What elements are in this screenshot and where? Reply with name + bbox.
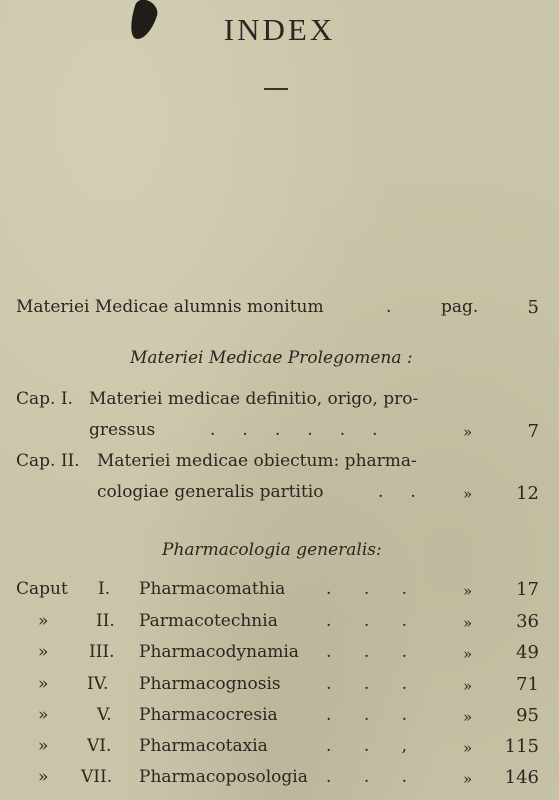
- title-rule: [264, 88, 288, 90]
- chapter-label: »: [38, 705, 49, 725]
- chapter-ditto-mark: »: [463, 645, 473, 663]
- cap1-leader-dots: . . . . . .: [210, 420, 378, 440]
- chapter-leader-dots: . . .: [326, 579, 408, 599]
- chapter-page-number: 17: [516, 579, 539, 600]
- chapter-leader-dots: . . .: [326, 674, 408, 694]
- cap2-title-line1: Materiei medicae obiectum: pharma-: [97, 451, 417, 471]
- chapter-name: Pharmacocresia: [139, 705, 278, 725]
- chapter-page-number: 95: [516, 705, 539, 726]
- cap2-page-number: 12: [516, 483, 539, 504]
- cap1-title-line1: Materiei medicae definitio, origo, pro-: [89, 389, 419, 409]
- cap2-leader-dots: . .: [378, 482, 416, 502]
- chapter-name: Pharmacoposologia: [139, 767, 308, 787]
- chapter-number: VII.: [81, 767, 113, 787]
- chapter-label: »: [38, 642, 49, 662]
- chapter-name: Pharmacognosis: [139, 674, 281, 694]
- chapter-ditto-mark: »: [463, 677, 473, 695]
- monitum-dot: .: [386, 297, 392, 317]
- chapter-leader-dots: . . .: [326, 767, 408, 787]
- page-title: INDEX: [223, 12, 336, 47]
- chapter-label: »: [38, 674, 49, 694]
- cap2-label: Cap. II.: [16, 451, 80, 471]
- chapter-ditto-mark: »: [463, 770, 473, 788]
- chapter-label: »: [38, 611, 49, 631]
- chapter-page-number: 115: [504, 736, 539, 757]
- chapter-name: Pharmacodynamia: [139, 642, 299, 662]
- monitum-pag: pag.: [441, 297, 479, 317]
- chapter-number: IV.: [87, 674, 109, 694]
- chapter-page-number: 71: [516, 674, 539, 695]
- chapter-number: I.: [98, 579, 111, 599]
- chapter-ditto-mark: »: [463, 708, 473, 726]
- chapter-number: VI.: [87, 736, 112, 756]
- chapter-number: III.: [89, 642, 115, 662]
- cap2-title-line2: cologiae generalis partitio: [97, 482, 324, 502]
- chapter-ditto-mark: »: [463, 582, 473, 600]
- chapter-leader-dots: . . .: [326, 611, 408, 631]
- chapter-name: Pharmacomathia: [139, 579, 286, 599]
- chapter-name: Pharmacotaxia: [139, 736, 268, 756]
- chapter-leader-dots: . . .: [326, 705, 408, 725]
- cap1-title-line2: gressus: [89, 420, 156, 440]
- section-heading-pharmacologia: Pharmacologia generalis:: [162, 540, 382, 560]
- chapter-page-number: 49: [516, 642, 539, 663]
- cap1-label: Cap. I.: [16, 389, 73, 409]
- chapter-ditto-mark: »: [463, 739, 473, 757]
- cap1-ditto-mark: »: [463, 423, 473, 441]
- chapter-leader-dots: . . .: [326, 642, 408, 662]
- monitum-page-number: 5: [527, 297, 539, 318]
- chapter-ditto-mark: »: [463, 614, 473, 632]
- chapter-page-number: 36: [516, 611, 539, 632]
- monitum-text: Materiei Medicae alumnis monitum: [16, 297, 324, 317]
- cap1-page-number: 7: [527, 421, 539, 442]
- chapter-name: Parmacotechnia: [139, 611, 278, 631]
- chapter-number: V.: [97, 705, 112, 725]
- chapter-label: »: [38, 767, 49, 787]
- chapter-leader-dots: . . ,: [326, 736, 408, 756]
- cap2-ditto-mark: »: [463, 485, 473, 503]
- chapter-page-number: 146: [504, 767, 539, 788]
- chapter-number: II.: [96, 611, 115, 631]
- chapter-label: Caput: [16, 579, 68, 599]
- chapter-label: »: [38, 736, 49, 756]
- section-heading-prolegomena: Materiei Medicae Prolegomena :: [130, 348, 413, 368]
